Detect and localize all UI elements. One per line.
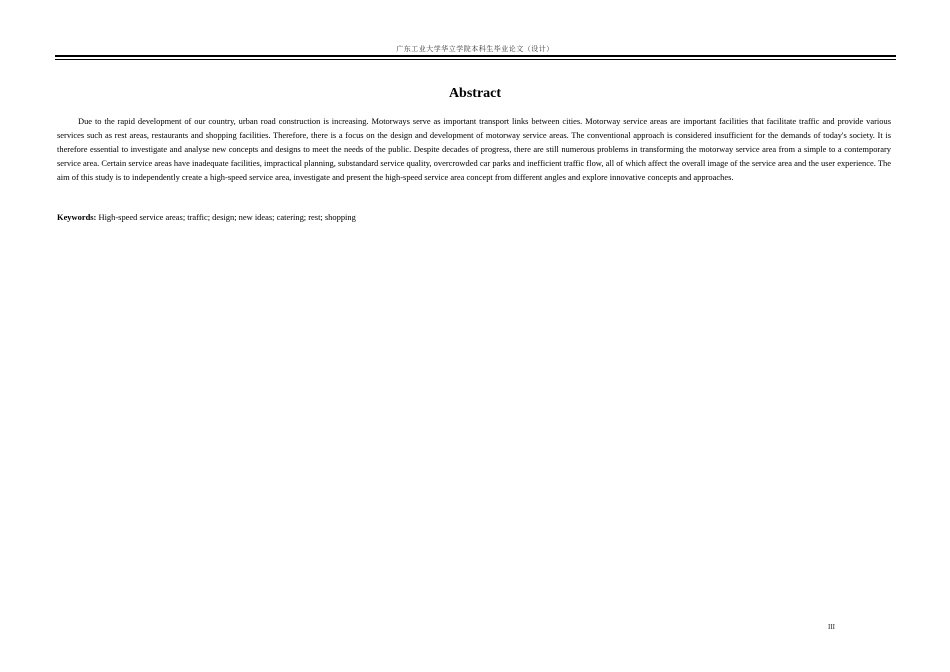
header-rule-thin bbox=[55, 59, 896, 60]
keywords-label: Keywords: bbox=[57, 212, 97, 222]
header-rule-thick bbox=[55, 55, 896, 57]
keywords-value: High-speed service areas; traffic; design; new ideas; catering; rest; shopping bbox=[98, 212, 356, 222]
abstract-title: Abstract bbox=[448, 86, 502, 101]
abstract-paragraph: Due to the rapid development of our country, urban road construction is increasing. Motorways serve as important transport links between cities. Motorway service areas are important facilities that facilitate traffic and provide various services such as rest areas, restaurants and shopping facilities. Therefore, there is a focus on the design and development of motorway service areas. The conventional approach is considered insufficient for the demands of today's society. It is therefore essential to investigate and analyse new concepts and designs to meet the needs of the public. Despite decades of progress, there are still numerous problems in transforming the motorway service area from a simple to a contemporary service area. Certain service areas have inadequate facilities, impractical planning, substandard service quality, overcrowded car parks and inefficient traffic flow, all of which affect the overall image of the service area and the user experience. The aim of this study is to independently create a high-speed service area, investigate and present the high-speed service area concept from different angles and explore innovative concepts and approaches. bbox=[57, 116, 891, 182]
keywords-line bbox=[57, 210, 891, 224]
running-header: 广东工业大学华立学院本科生毕业论文（设计） bbox=[396, 45, 554, 53]
page-number: III bbox=[828, 623, 835, 631]
